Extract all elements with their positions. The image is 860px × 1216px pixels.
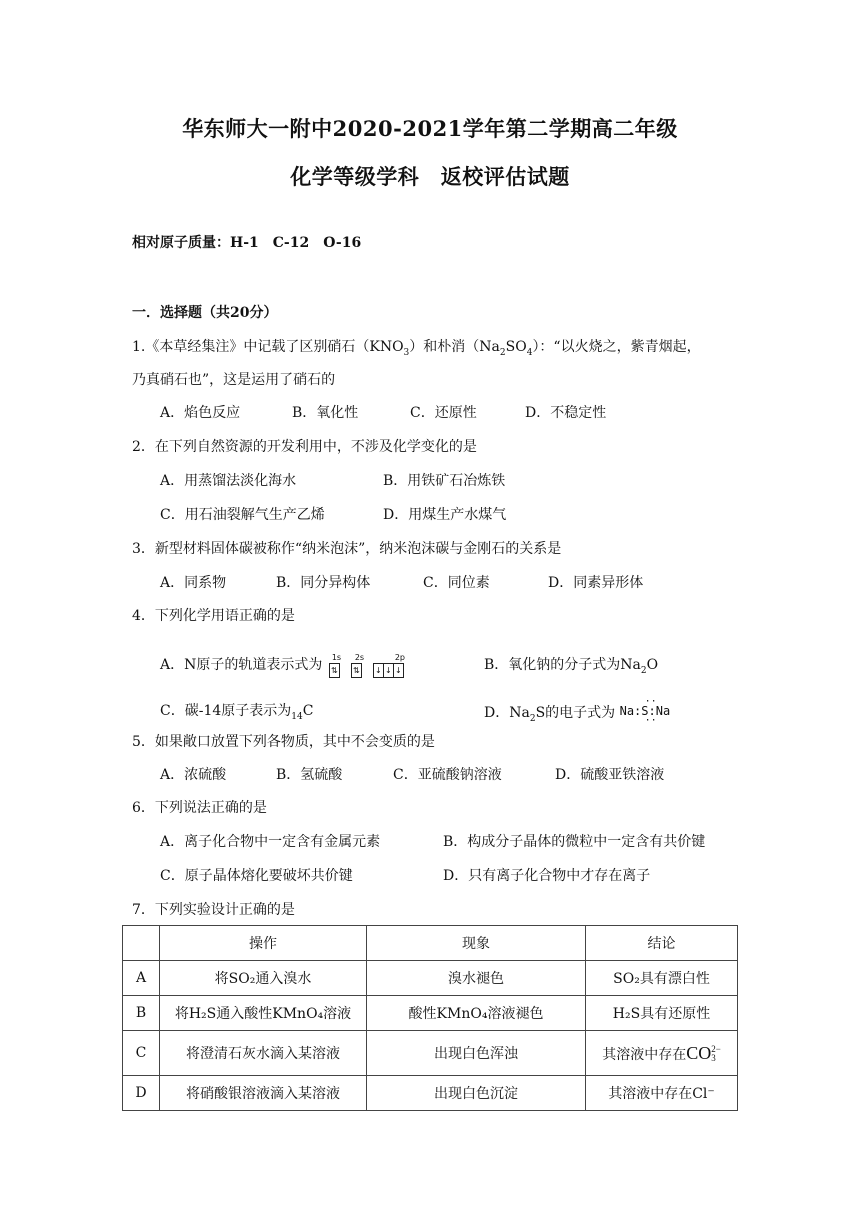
q7-stem: 7．下列实验设计正确的是 <box>132 902 295 918</box>
q2-stem: 2．在下列自然资源的开发利用中，不涉及化学变化的是 <box>132 439 477 455</box>
q6-option-d[interactable]: D．只有离子化合物中才存在离子 <box>443 868 651 884</box>
row-label: D <box>123 1076 160 1111</box>
phenomenon-cell: 出现白色浑浊 <box>367 1031 586 1076</box>
q2-option-a[interactable]: A．用蒸馏法淡化海水 <box>160 473 297 489</box>
q6-stem: 6．下列说法正确的是 <box>132 800 267 816</box>
orbital-label-1s: 1s <box>331 653 342 662</box>
phenomenon-cell: 溴水褪色 <box>367 961 586 996</box>
table-header-cell: 现象 <box>367 926 586 961</box>
q2-option-c[interactable]: C．用石油裂解气生产乙烯 <box>160 507 325 523</box>
row-label: C <box>123 1031 160 1076</box>
q5-stem: 5．如果敞口放置下列各物质，其中不会变质的是 <box>132 734 435 750</box>
table-row <box>123 1076 738 1111</box>
q1-option-b[interactable]: B．氧化性 <box>292 405 359 421</box>
orbital-box-2p: ↓ <box>383 663 394 678</box>
row-label: A <box>123 961 160 996</box>
q1-option-c[interactable]: C．还原性 <box>410 405 477 421</box>
q4-stem: 4．下列化学用语正确的是 <box>132 608 295 624</box>
table-row <box>123 1031 738 1076</box>
q3-option-b[interactable]: B．同分异构体 <box>276 575 371 591</box>
row-label: B <box>123 996 160 1031</box>
table-header-row <box>123 926 738 961</box>
q1-option-a[interactable]: A．焰色反应 <box>160 405 241 421</box>
phenomenon-cell: 出现白色沉淀 <box>367 1076 586 1111</box>
q6-option-b[interactable]: B．构成分子晶体的微粒中一定含有共价键 <box>443 834 706 850</box>
conclusion-cell: H₂S具有还原性 <box>586 996 738 1031</box>
atomic-mass-note: 相对原子质量：H-1 C-12 O-16 <box>132 235 362 251</box>
q1-stem-line2: 乃真硝石也”，这是运用了硝石的 <box>132 372 336 388</box>
section-heading: 一．选择题（共20分） <box>132 305 278 321</box>
orbital-box-1s: ⇅ <box>329 663 340 678</box>
lewis-structure: Na:S:Na ·· ·· <box>619 696 671 726</box>
experiment-table <box>122 925 738 1111</box>
operation-cell: 将澄清石灰水滴入某溶液 <box>160 1031 367 1076</box>
q4-option-d[interactable]: D．$Na_2S$的电子式为 Na:S:Na ·· ·· <box>484 696 671 726</box>
q2-option-b[interactable]: B．用铁矿石冶炼铁 <box>383 473 506 489</box>
q5-option-b[interactable]: B．氢硫酸 <box>276 767 343 783</box>
exam-title-line1: 华东师大一附中2020-2021学年第二学期高二年级 <box>182 116 678 141</box>
orbital-box-2s: ⇅ <box>351 663 362 678</box>
operation-cell: 将SO₂通入溴水 <box>160 961 367 996</box>
phenomenon-cell: 酸性KMnO₄溶液褪色 <box>367 996 586 1031</box>
table-header-cell <box>123 926 160 961</box>
q4-option-a[interactable]: A．N原子的轨道表示式为 1s 2s 2p ⇅ ⇅ ↓ ↓ ↓ <box>160 655 403 679</box>
orbital-box-2p: ↓ <box>373 663 384 678</box>
operation-cell: 将硝酸银溶液滴入某溶液 <box>160 1076 367 1111</box>
orbital-diagram <box>329 653 405 679</box>
table-header-cell: 操作 <box>160 926 367 961</box>
conclusion-cell: 其溶液中存在Cl⁻ <box>586 1076 738 1111</box>
operation-cell: 将H₂S通入酸性KMnO₄溶液 <box>160 996 367 1031</box>
q3-option-d[interactable]: D．同素异形体 <box>548 575 644 591</box>
q1-option-d[interactable]: D．不稳定性 <box>525 405 607 421</box>
q4-option-c[interactable]: C．碳-14原子表示为$_{14}$C <box>160 703 314 722</box>
q1-stem-line1: 1.《本草经集注》中记载了区别硝石$(KNO_3)$和朴消$(Na_2SO_4)$：“以火烧之，紫青烟起， <box>132 339 701 358</box>
q5-option-a[interactable]: A．浓硫酸 <box>160 767 227 783</box>
q2-option-d[interactable]: D．用煤生产水煤气 <box>383 507 507 523</box>
q6-option-c[interactable]: C．原子晶体熔化要破坏共价键 <box>160 868 353 884</box>
conclusion-cell: SO₂具有漂白性 <box>586 961 738 996</box>
table-header-cell: 结论 <box>586 926 738 961</box>
orbital-box-2p: ↓ <box>393 663 404 678</box>
table-row <box>123 996 738 1031</box>
q4-option-b[interactable]: B．氧化钠的分子式为$Na_2O$ <box>484 657 659 676</box>
q5-option-d[interactable]: D．硫酸亚铁溶液 <box>555 767 665 783</box>
q3-option-a[interactable]: A．同系物 <box>160 575 227 591</box>
conclusion-cell: 其溶液中存在CO 2− 3 <box>586 1031 738 1076</box>
orbital-label-2p: 2p <box>394 653 405 662</box>
q6-option-a[interactable]: A．离子化合物中一定含有金属元素 <box>160 834 381 850</box>
exam-title-line2: 化学等级学科 返校评估试题 <box>290 164 570 189</box>
q5-option-c[interactable]: C．亚硫酸钠溶液 <box>393 767 502 783</box>
orbital-label-2s: 2s <box>354 653 365 662</box>
q3-option-c[interactable]: C．同位素 <box>423 575 490 591</box>
q3-stem: 3．新型材料固体碳被称作“纳米泡沫”，纳米泡沫碳与金刚石的关系是 <box>132 541 562 557</box>
carbonate-ion: CO 2− 3 <box>686 1042 721 1064</box>
table-row <box>123 961 738 996</box>
